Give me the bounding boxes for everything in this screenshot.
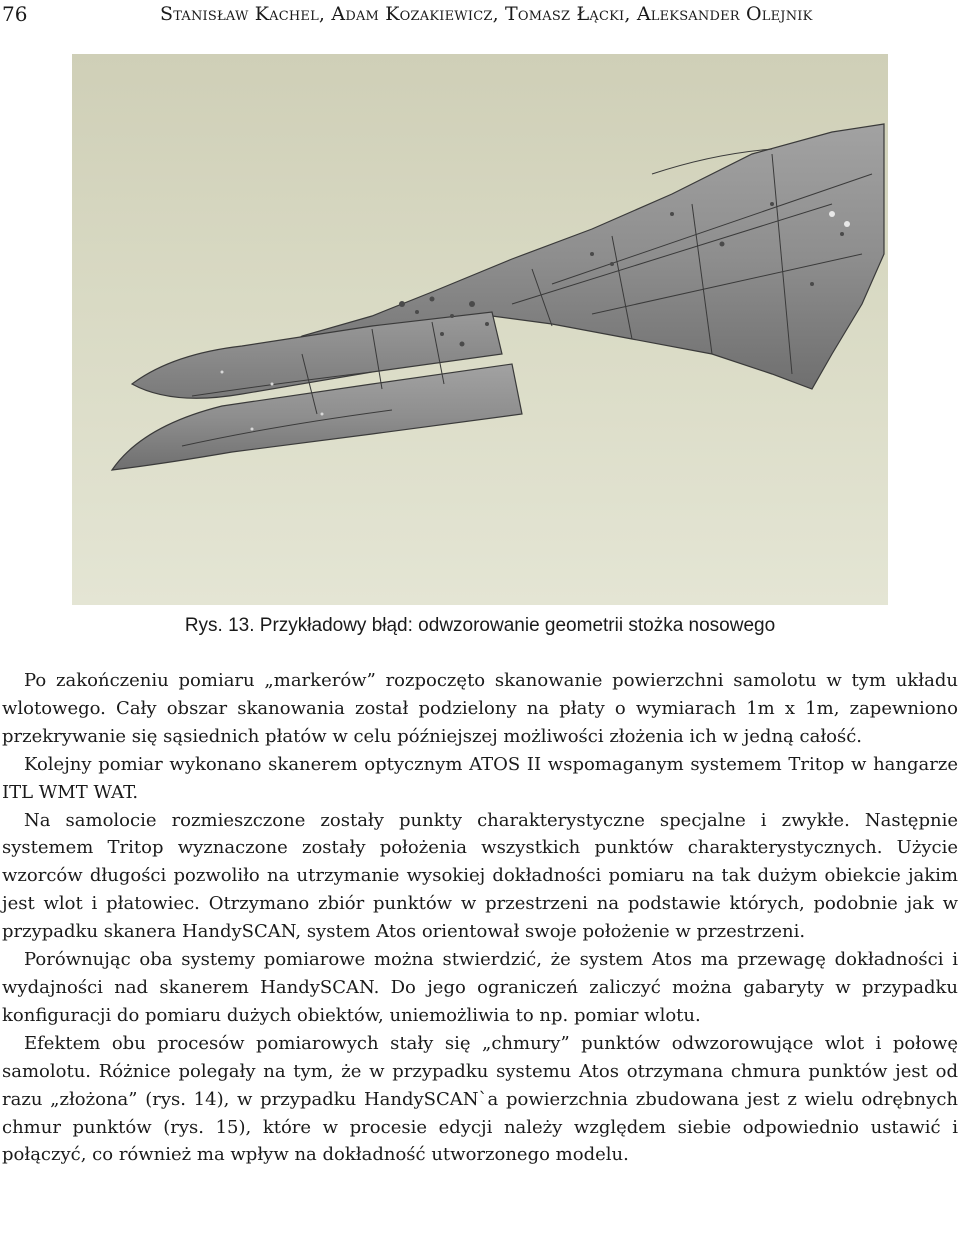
running-header [0, 0, 960, 30]
paragraph: Po zakończeniu pomiaru „markerów” rozpoczęto skanowanie powierzchni samolotu w tym układu wlotowego. Cały obszar skanowania został podzielony na płaty o wymiarach 1m x 1m, zapewniono przekrywanie się sąsiednich płatów w celu późniejszej możliwości złożenia ich w jedną całość. [2, 670, 958, 747]
body-text [2, 667, 958, 1169]
paragraph: Porównując oba systemy pomiarowe można stwierdzić, że system Atos ma przewagę dokładności i wydajności nad skanerem HandySCAN. Do jego ograniczeń zaliczyć można gabaryty w przypadku konfiguracji do pomiaru dużych obiektów, uniemożliwia to np. pomiar wlotu. [2, 949, 958, 1026]
paragraph: Efektem obu procesów pomiarowych stały się „chmury” punktów odwzorowujące wlot i połowę samolotu. Różnice polegały na tym, że w przypadku systemu Atos otrzymana chmura punktów jest od razu „złożona” (rys. 14), w przypadku HandySCAN`a powierzchnia zbudowana jest z wielu odrębnych chmur punktów (rys. 15), które w procesie edycji należy względem siebie odpowiednio ustawić i połączyć, co również ma wpływ na dokładność utworzonego modelu. [2, 1032, 958, 1166]
paragraph: Kolejny pomiar wykonano skanerem optycznym ATOS II wspomaganym systemem Tritop w hangarze ITL WMT WAT. [2, 753, 958, 803]
running-header-authors: Stanisław Kachel, Adam Kozakiewicz, Tomasz Łącki, Aleksander Olejnik [160, 3, 813, 25]
paragraph: Na samolocie rozmieszczone zostały punkty charakterystyczne specjalne i zwykłe. Następnie systemem Tritop wyznaczone zostały położenia wszystkich punktów charakterystycznych. Użycie wzorców długości pozwoliło na utrzymanie wysokiej dokładności pomiaru na tak dużym obiekcie jakim jest wlot i płatowiec. Otrzymano zbiór punktów w przestrzeni na podstawie których, podobnie jak w przypadku skanera HandySCAN, system Atos orientował swoje położenie w przestrzeni. [2, 809, 958, 943]
page-number: 76 [2, 2, 28, 26]
figure-caption: Rys. 13. Przykładowy błąd: odwzorowanie geometrii stożka nosowego [184, 615, 776, 636]
aircraft-scan-image [72, 54, 888, 605]
figure-scan-render [72, 54, 888, 605]
